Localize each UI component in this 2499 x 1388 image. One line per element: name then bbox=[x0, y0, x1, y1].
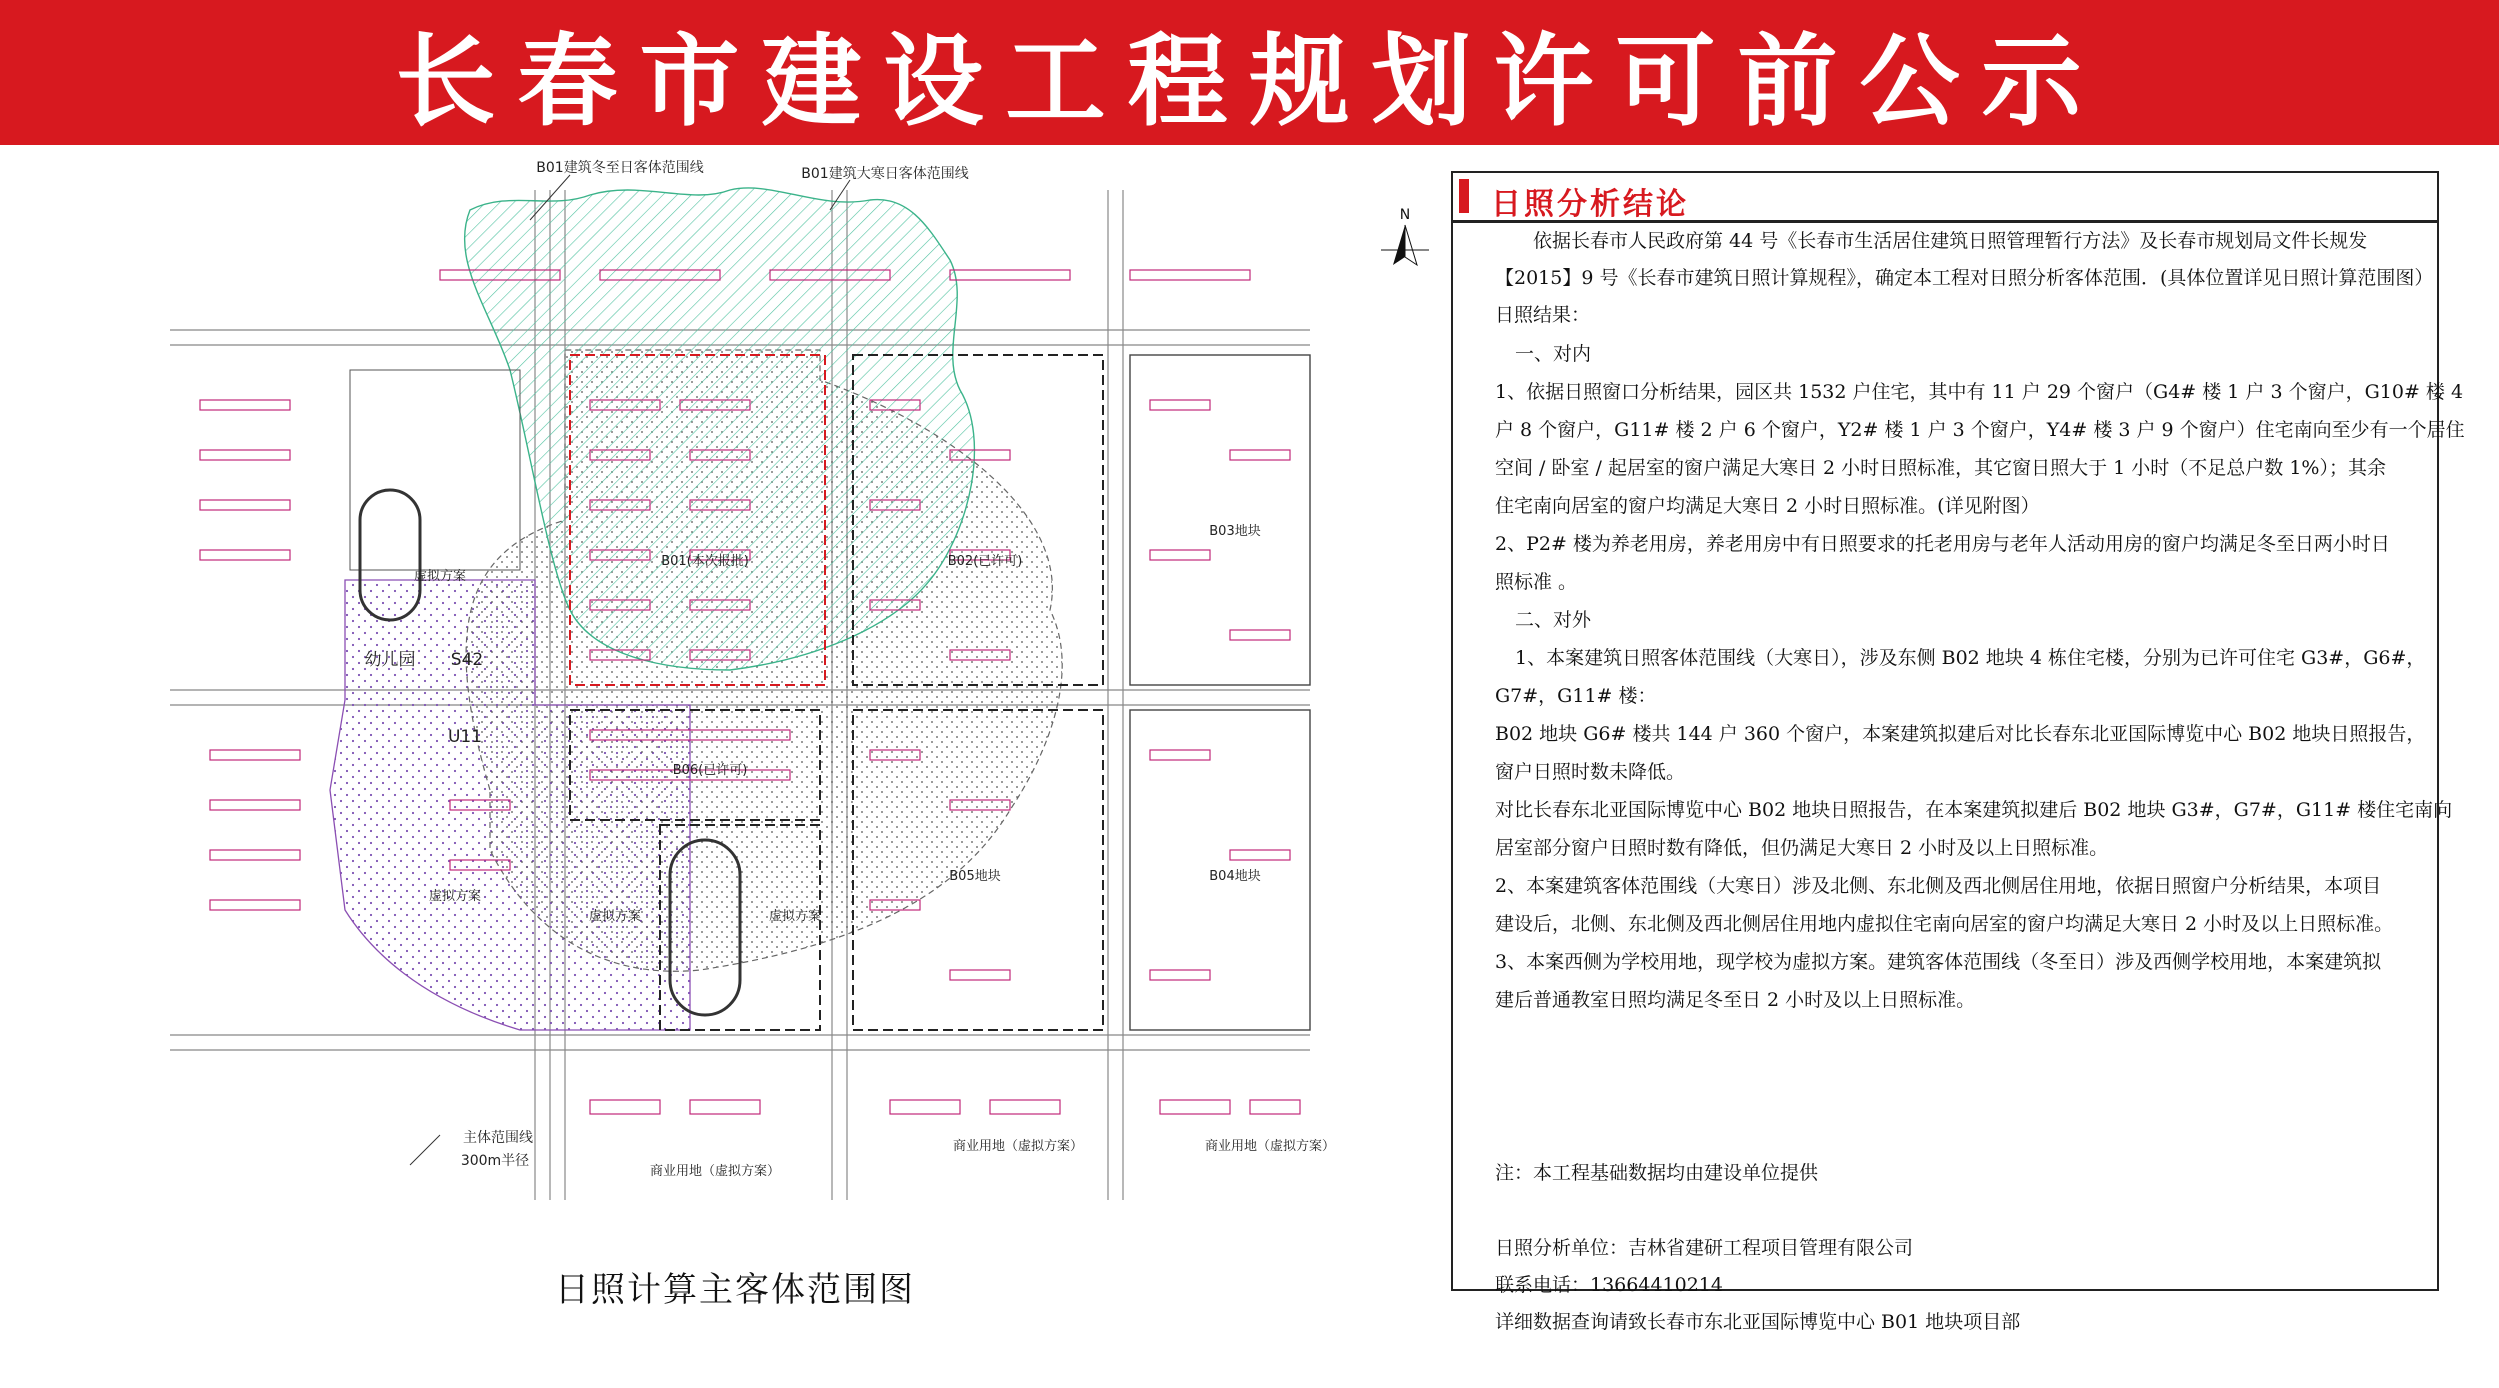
conclusion-line: 3、本案西侧为学校用地，现学校为虚拟方案。建筑客体范围线（冬至日）涉及西侧学校用地，本案建筑拟 bbox=[1495, 951, 2382, 973]
contact-detail: 详细数据查询请致长春市东北亚国际博览中心 B01 地块项目部 bbox=[1495, 1311, 2021, 1333]
title-banner bbox=[0, 0, 2499, 145]
label-commercial-middle: 商业用地（虚拟方案） bbox=[952, 1139, 1084, 1154]
conclusion-line: 2、本案建筑客体范围线（大寒日）涉及北侧、东北侧及西北侧居住用地，依据日照窗户分析结果，本项目 bbox=[1495, 875, 2382, 897]
label-virtual-school-left: 虚拟方案 bbox=[588, 909, 642, 924]
label-commercial-east: 商业用地（虚拟方案） bbox=[1204, 1139, 1336, 1154]
conclusion-line: 一、对内 bbox=[1515, 343, 1592, 365]
label-virtual-west: 虚拟方案 bbox=[413, 569, 467, 584]
header-accent-bar bbox=[1459, 179, 1469, 213]
conclusion-line: 照标准 。 bbox=[1495, 571, 1578, 593]
conclusion-line: 日照结果： bbox=[1495, 304, 1591, 326]
conclusion-line: 依据长春市人民政府第 44 号《长春市生活居住建筑日照管理暂行方法》及长春市规划局文件长规发 bbox=[1533, 230, 2368, 252]
panel-note: 注：本工程基础数据均由建设单位提供 bbox=[1495, 1162, 1819, 1184]
conclusion-line: 【2015】9 号《长春市建筑日照计算规程》，确定本工程对日照分析客体范围．(具体位置详见日照计算范围图） bbox=[1495, 267, 2434, 289]
label-b02: B02(已许可) bbox=[947, 554, 1023, 569]
block-b03 bbox=[1130, 355, 1310, 685]
label-b04: B04地块 bbox=[1209, 869, 1261, 884]
label-virtual-southwest: 虚拟方案 bbox=[428, 889, 482, 904]
conclusion-line: 户 8 个窗户，G11# 楼 2 户 6 个窗户，Y2# 楼 1 户 3 个窗户，Y4# 楼 3 户 9 个窗户）住宅南向至少有一个居住 bbox=[1495, 419, 2465, 441]
label-u11: U11 bbox=[447, 727, 483, 747]
conclusion-line: 窗户日照时数未降低。 bbox=[1495, 761, 1686, 783]
compass-label: N bbox=[1399, 207, 1411, 223]
sunlight-range-map bbox=[170, 150, 1355, 1250]
conclusion-line: G7#，G11# 楼： bbox=[1495, 685, 1657, 707]
map-caption: 日照计算主客体范围图 bbox=[555, 1270, 915, 1310]
conclusion-line: 对比长春东北亚国际博览中心 B02 地块日照报告，在本案建筑拟建后 B02 地块 G3#，G7#，G11# 楼住宅南向 bbox=[1495, 799, 2453, 821]
block-west-top bbox=[350, 370, 520, 570]
label-virtual-school-right: 虚拟方案 bbox=[768, 909, 822, 924]
label-b05: B05地块 bbox=[949, 869, 1001, 884]
label-kindergarten: 幼儿园 bbox=[364, 650, 416, 670]
label-radius: 300m半径 bbox=[460, 1153, 530, 1169]
conclusion-line: 建后普通教室日照均满足冬至日 2 小时及以上日照标准。 bbox=[1495, 989, 1976, 1011]
conclusion-line: 二、对外 bbox=[1515, 609, 1592, 631]
label-b06: B06(已许可) bbox=[672, 763, 748, 778]
label-b03: B03地块 bbox=[1209, 524, 1261, 539]
label-b01: B01(本次报批) bbox=[661, 554, 749, 569]
conclusion-line: 1、本案建筑日照客体范围线（大寒日），涉及东侧 B02 地块 4 栋住宅楼，分别为已许可住宅 G3#，G6#， bbox=[1515, 647, 2426, 669]
label-winter-range: B01建筑冬至日客体范围线 bbox=[536, 160, 704, 176]
panel-header bbox=[1453, 173, 2437, 223]
analysis-unit: 日照分析单位：吉林省建研工程项目管理有限公司 bbox=[1495, 1237, 1914, 1259]
label-s42: S42 bbox=[450, 650, 484, 670]
conclusion-line: 住宅南向居室的窗户均满足大寒日 2 小时日照标准。(详见附图） bbox=[1495, 495, 2040, 517]
label-main-range: 主体范围线 bbox=[463, 1130, 533, 1146]
conclusion-line: 2、P2# 楼为养老用房，养老用房中有日照要求的托老用房与老年人活动用房的窗户均满足冬至日两小时日 bbox=[1495, 533, 2390, 555]
north-arrow-icon bbox=[1375, 205, 1435, 295]
conclusion-line: B02 地块 G6# 楼共 144 户 360 个窗户，本案建筑拟建后对比长春东北亚国际博览中心 B02 地块日照报告， bbox=[1495, 723, 2426, 745]
conclusion-line: 居室部分窗户日照时数有降低，但仍满足大寒日 2 小时及以上日照标准。 bbox=[1495, 837, 2109, 859]
contact-phone: 联系电话：13664410214 bbox=[1495, 1274, 1723, 1296]
conclusion-line: 1、依据日照窗口分析结果，园区共 1532 户住宅，其中有 11 户 29 个窗户（G4# 楼 1 户 3 个窗户，G10# 楼 4 bbox=[1495, 381, 2464, 403]
label-commercial-west: 商业用地（虚拟方案） bbox=[649, 1164, 781, 1179]
sunlight-analysis-panel bbox=[1451, 171, 2465, 1333]
panel-title: 日照分析结论 bbox=[1491, 187, 1689, 222]
label-great-cold-range: B01建筑大寒日客体范围线 bbox=[801, 166, 969, 182]
conclusion-line: 空间 / 卧室 / 起居室的窗户满足大寒日 2 小时日照标准，其它窗日照大于 1 小时（不足总户数 1%）；其余 bbox=[1495, 457, 2386, 479]
banner-title: 长春市建设工程规划许可前公示 bbox=[395, 22, 2104, 140]
conclusion-line: 建设后，北侧、东北侧及西北侧居住用地内虚拟住宅南向居室的窗户均满足大寒日 2 小时及以上日照标准。 bbox=[1495, 913, 2394, 935]
